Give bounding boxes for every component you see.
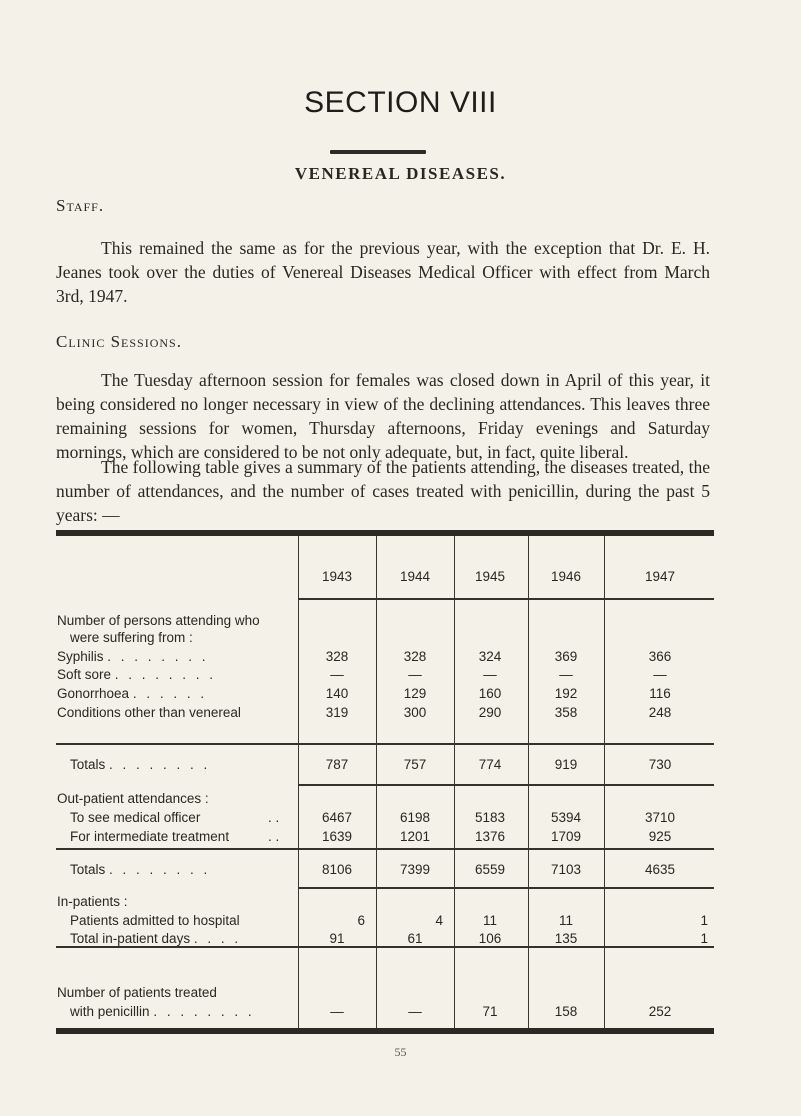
row-label-text: Total in-patient days xyxy=(70,931,191,946)
row-label xyxy=(70,829,229,844)
table-divider xyxy=(528,536,529,1028)
cell-value: — xyxy=(653,667,667,682)
total-value: 787 xyxy=(325,757,349,772)
cell-value: 252 xyxy=(648,1004,672,1019)
cell-value: 5183 xyxy=(474,810,506,825)
cell-value: 6198 xyxy=(399,810,431,825)
totals-rule xyxy=(298,784,714,786)
row-label-text: Gonorrhoea xyxy=(57,686,130,701)
cell-value: 300 xyxy=(403,705,427,720)
year-header: 1945 xyxy=(474,569,506,584)
table-bottom-border xyxy=(56,1028,714,1034)
cell-value: 3710 xyxy=(644,810,676,825)
row-label xyxy=(57,649,209,664)
row-label xyxy=(70,913,240,928)
row-label xyxy=(70,1004,255,1019)
row-label-text: with penicillin xyxy=(70,1004,150,1019)
cell-value: 6 xyxy=(357,913,365,928)
cell-value: 6467 xyxy=(321,810,353,825)
cell-value: 248 xyxy=(648,705,672,720)
year-header: 1947 xyxy=(644,569,676,584)
cell-value: 4 xyxy=(435,913,443,928)
table-intro-paragraph: The following table gives a summary of the patients attending, the diseases treated, the number of attendances, and the number of cases treated with penicillin, during the past 5 years: — xyxy=(56,457,710,525)
cell-value: 1 xyxy=(700,913,708,928)
section-rule xyxy=(56,743,714,745)
cell-value: 328 xyxy=(325,649,349,664)
row-label-text: Conditions other than venereal xyxy=(57,705,241,720)
leader-dots: . . . . . . xyxy=(132,686,208,701)
group-heading: In-patients : xyxy=(57,894,128,909)
cell-value: 129 xyxy=(403,686,427,701)
cell-value: 1376 xyxy=(474,829,506,844)
cell-value: — xyxy=(330,667,344,682)
group-heading: Number of persons attending who xyxy=(57,613,260,628)
section-rule xyxy=(56,848,714,850)
table-divider xyxy=(298,536,299,1028)
row-label-text: Patients admitted to hospital xyxy=(70,913,240,928)
table-divider xyxy=(376,536,377,1028)
clinic-heading: Clinic Sessions. xyxy=(56,332,182,351)
cell-value: 925 xyxy=(648,829,672,844)
cell-value: 358 xyxy=(554,705,578,720)
group-heading: were suffering from : xyxy=(70,630,193,645)
year-header: 1944 xyxy=(399,569,431,584)
row-label xyxy=(57,667,216,682)
table-divider xyxy=(604,536,605,1028)
staff-paragraph: This remained the same as for the previous year, with the exception that Dr. E. H. Jeanes took over the duties of Venereal Diseases Medical Officer with effect from March 3rd, 1947. xyxy=(56,238,710,306)
total-value: 774 xyxy=(478,757,502,772)
group-heading: Number of patients treated xyxy=(57,985,217,1000)
cell-value: 91 xyxy=(329,931,345,946)
group-heading: Out-patient attendances : xyxy=(57,791,209,806)
year-header: 1943 xyxy=(321,569,353,584)
cell-value: 192 xyxy=(554,686,578,701)
cell-value: — xyxy=(483,667,497,682)
leader-dots: . . xyxy=(268,810,280,825)
cell-value: — xyxy=(559,667,573,682)
total-value: 7399 xyxy=(399,862,431,877)
cell-value: 319 xyxy=(325,705,349,720)
total-value: 730 xyxy=(648,757,672,772)
cell-value: 135 xyxy=(554,931,578,946)
leader-dots: . . . . xyxy=(193,931,242,946)
leader-dots: . . . . . . . . xyxy=(114,667,217,682)
leader-dots: . . xyxy=(268,829,280,844)
total-value: 919 xyxy=(554,757,578,772)
cell-value: 1201 xyxy=(399,829,431,844)
row-label xyxy=(57,686,207,701)
cell-value: 106 xyxy=(478,931,502,946)
page-number: 55 xyxy=(394,1045,407,1059)
cell-value: 366 xyxy=(648,649,672,664)
total-value: 4635 xyxy=(644,862,676,877)
cell-value: 1709 xyxy=(550,829,582,844)
totals-label xyxy=(70,862,210,877)
cell-value: 1639 xyxy=(321,829,353,844)
cell-value: 11 xyxy=(482,913,497,928)
leader-dots: . . . . . . . . xyxy=(109,757,211,772)
row-label xyxy=(70,810,200,825)
cell-value: 160 xyxy=(478,686,502,701)
totals-label-text: Totals xyxy=(70,757,106,772)
cell-value: 369 xyxy=(554,649,578,664)
row-label-text: Syphilis xyxy=(57,649,104,664)
cell-value: 324 xyxy=(478,649,502,664)
cell-value: 5394 xyxy=(550,810,582,825)
table-divider xyxy=(454,536,455,1028)
cell-value: — xyxy=(408,667,422,682)
cell-value: 116 xyxy=(649,686,671,701)
table-top-border xyxy=(56,530,714,536)
totals-label-text: Totals xyxy=(70,862,106,877)
row-label-text: To see medical officer xyxy=(70,810,201,825)
year-header: 1946 xyxy=(550,569,582,584)
cell-value: 61 xyxy=(407,931,423,946)
cell-value: 328 xyxy=(403,649,427,664)
header-rule xyxy=(298,598,714,600)
row-label xyxy=(70,931,241,946)
title-rule xyxy=(330,150,426,154)
totals-rule xyxy=(298,887,714,889)
cell-value: 140 xyxy=(325,686,349,701)
total-value: 6559 xyxy=(474,862,506,877)
cell-value: 1 xyxy=(700,931,708,946)
clinic-paragraph: The Tuesday afternoon session for females was closed down in April of this year, it being considered no longer necessary in view of the declining attendances. This leaves three remaining sessions for women, Thursday afternoons, Friday evenings and Saturday mornings, which are considered to be not only adequate, but, in fact, quite liberal. xyxy=(56,370,710,462)
section-rule xyxy=(56,946,714,948)
row-label-text: Soft sore xyxy=(57,667,112,682)
staff-heading: Staff. xyxy=(56,196,105,215)
subtitle: VENEREAL DISEASES. xyxy=(294,164,507,183)
cell-value: 71 xyxy=(482,1004,498,1019)
row-label-text: For intermediate treatment xyxy=(70,829,230,844)
cell-value: 290 xyxy=(478,705,502,720)
row-label xyxy=(57,705,241,720)
cell-value: 158 xyxy=(554,1004,578,1019)
cell-value: 11 xyxy=(558,913,573,928)
section-title: SECTION VIII xyxy=(304,86,497,119)
total-value: 7103 xyxy=(550,862,582,877)
total-value: 757 xyxy=(403,757,427,772)
cell-value: — xyxy=(408,1004,422,1019)
total-value: 8106 xyxy=(321,862,353,877)
leader-dots: . . . . . . . . xyxy=(107,649,209,664)
totals-label xyxy=(70,757,210,772)
leader-dots: . . . . . . . . xyxy=(109,862,211,877)
leader-dots: . . . . . . . . xyxy=(153,1004,255,1019)
cell-value: — xyxy=(330,1004,344,1019)
